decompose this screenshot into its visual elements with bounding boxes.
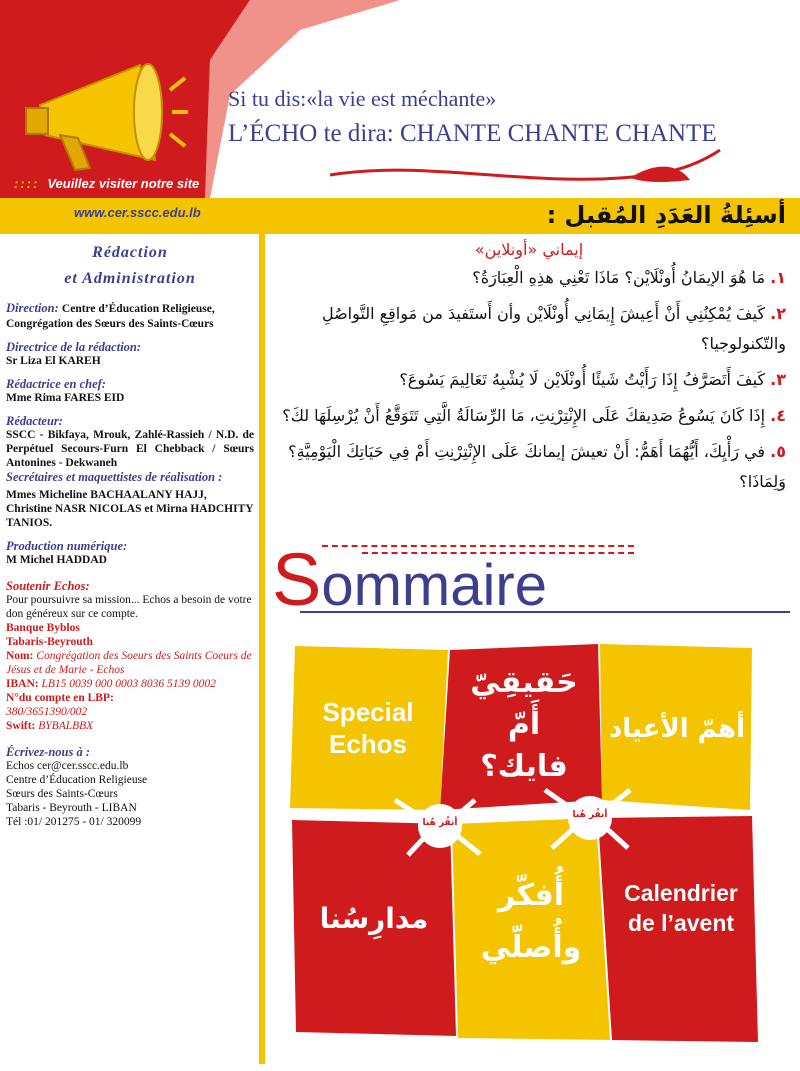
direction-label: Direction: Centre d’Éducation Religieuse, Congrégation des Sœurs des Saints-Cœurs bbox=[6, 301, 215, 330]
slogan-line-2: L’ÉCHO te dira: CHANTE CHANTE CHANTE bbox=[228, 120, 717, 147]
sommaire-grid bbox=[290, 640, 760, 1045]
nom-row: Nom: Congrégation des Soeurs des Saints Coeurs de Jésus et de Marie - Echos bbox=[6, 650, 252, 676]
bank-name: Banque Byblos bbox=[6, 622, 80, 634]
iban-row: IBAN: LB15 0039 000 0003 8036 5139 0002 bbox=[6, 678, 216, 690]
questions-title: أسئِلةُ العَدَدِ المُقبل : bbox=[546, 201, 786, 229]
click-here-label-1: أنقُر هُنا bbox=[422, 818, 458, 828]
lbp-label: N°du compte en LBP: bbox=[6, 692, 114, 704]
click-here-label-2: أنقُر هُنا bbox=[572, 810, 608, 820]
directrice-label: Directrice de la rédaction: bbox=[6, 340, 142, 354]
lbp-value: 380/3651390/002 bbox=[6, 706, 88, 718]
sidebar-title-line-2: et Administration bbox=[64, 270, 196, 287]
question-5: ٥. في رَأْيِكَ، أَيُّهُمَا أَهَمُّ: أَنْ تعيشَ إيمانكَ عَلَى الإِنْتِرْنِتِ أَمْ فِي حَيَاتِكَ الْيَوْمِيَّةِ؟ وَلِمَاذَا؟ bbox=[288, 442, 786, 491]
contact-line-4: Tabaris - Beyrouth - LIBAN bbox=[6, 802, 137, 814]
redacteur-value: SSCC - Bikfaya, Mrouk, Zahlé-Rassieh / N.D. de Perpétuel Secours-Furn El Chebback / Sœurs Antonines - Dekwaneh bbox=[6, 429, 254, 469]
contact-line-3: Sœurs des Saints-Cœurs bbox=[6, 788, 118, 800]
redacteur-label: Rédacteur: bbox=[6, 414, 63, 428]
slogan-line-1: Si tu dis:«la vie est méchante» bbox=[228, 86, 497, 111]
sommaire-dash-top bbox=[322, 545, 634, 547]
question-4: ٤. إِذَا كَانَ يَسُوعُ صَدِيقكَ عَلَى الإِنْتِرْنِتِ، مَا الرِّسَالَةُ الَّتِي تَتَوَقَّعُ أَنْ يُرْسِلَهَا لكَ؟ bbox=[282, 406, 786, 425]
redactrice-label: Rédactrice en chef: bbox=[6, 377, 106, 391]
swift-value: BYBALBBX bbox=[38, 720, 94, 732]
tile-madaris-label: مدارِسُنا bbox=[319, 902, 429, 935]
tile-calendrier-label: Calendrier de l’avent bbox=[624, 880, 738, 936]
question-2: ٢. كَيفَ يُمْكِنُنِي أَنْ أَعِيشَ إِيمَانِي أُونْلَايْن وأن أَستَفيدَ من مَواقِعِ التَّواصُلِ والتّكنولوجيا؟ bbox=[321, 304, 786, 353]
swift-row: Swift: BYBALBBX bbox=[6, 720, 94, 732]
support-label: Soutenir Echos: bbox=[6, 579, 90, 593]
contact-line-1: Echos cer@cer.sscc.edu.lb bbox=[6, 760, 129, 772]
sommaire-heading: Sommaire bbox=[272, 538, 547, 621]
production-label: Production numérique: bbox=[6, 539, 128, 553]
questions-block bbox=[272, 240, 786, 503]
support-intro: Pour poursuivre sa mission... Echos a besoin de votre don généreux sur ce compte. bbox=[6, 594, 252, 620]
question-1: ١. مَا هُوَ الإيمَانُ أُونْلَايْن؟ مَاذَا تَعْنِي هذِهِ الْعِبَارَةُ؟ bbox=[472, 268, 786, 287]
contact-label: Écrivez-nous à : bbox=[6, 745, 91, 759]
visit-label: Veuillez visiter notre site bbox=[47, 176, 200, 191]
direction-value: Centre d’Éducation Religieuse, Congrégation des Sœurs des Saints-Cœurs bbox=[6, 303, 215, 330]
sidebar-title-line-1: Rédaction bbox=[92, 244, 168, 261]
visit-site-text bbox=[14, 176, 199, 191]
column-divider bbox=[259, 234, 265, 1064]
tile-haqiqi-label: حَقيقِيّ أَمّ فايك؟ bbox=[470, 665, 578, 784]
megaphone-icon bbox=[20, 60, 190, 180]
iban-value: LB15 0039 000 0003 8036 5139 0002 bbox=[41, 678, 216, 690]
tile-special-echos-label: Special Echos bbox=[322, 697, 414, 759]
question-3: ٣. كَيفَ أَتَصَرَّفُ إِذَا رَأَيْتُ شَيئًا أُونْلَايْن لَا يُشْبِهُ تَعَالِيمَ يَسُوعَ؟ bbox=[399, 370, 786, 389]
production-value: M Michel HADDAD bbox=[6, 554, 107, 566]
questions-subtitle: إيماني «أونلاين» bbox=[474, 240, 584, 259]
secretaires-label: Secrétaires et maquettistes de réalisation : bbox=[6, 470, 223, 484]
redactrice-value: Mme Rima FARES EID bbox=[6, 392, 125, 404]
site-url-link[interactable]: www.cer.sscc.edu.lb bbox=[74, 205, 201, 220]
editorial-sidebar bbox=[6, 240, 254, 829]
contact-line-2: Centre d’Éducation Religieuse bbox=[6, 774, 148, 786]
directrice-value: Sr Liza El KAREH bbox=[6, 355, 101, 367]
sommaire-underline bbox=[300, 611, 790, 613]
nom-value: Congrégation des Soeurs des Saints Coeurs de Jésus et de Marie - Echos bbox=[6, 650, 252, 676]
contact-line-5: Tél :01/ 201275 - 01/ 320099 bbox=[6, 816, 142, 828]
visit-dots: :::: bbox=[14, 176, 40, 191]
bank-branch: Tabaris-Beyrouth bbox=[6, 636, 93, 648]
tile-aham-label: أهمّ الأعياد bbox=[608, 714, 746, 744]
secretaires-value: Mmes Micheline BACHAALANY HAJJ, Christine NASR NICOLAS et Mirna HADCHITY TANIOS. bbox=[6, 489, 254, 529]
tile-afakkir-label: أُفكّر وأُصلّي bbox=[480, 878, 582, 965]
